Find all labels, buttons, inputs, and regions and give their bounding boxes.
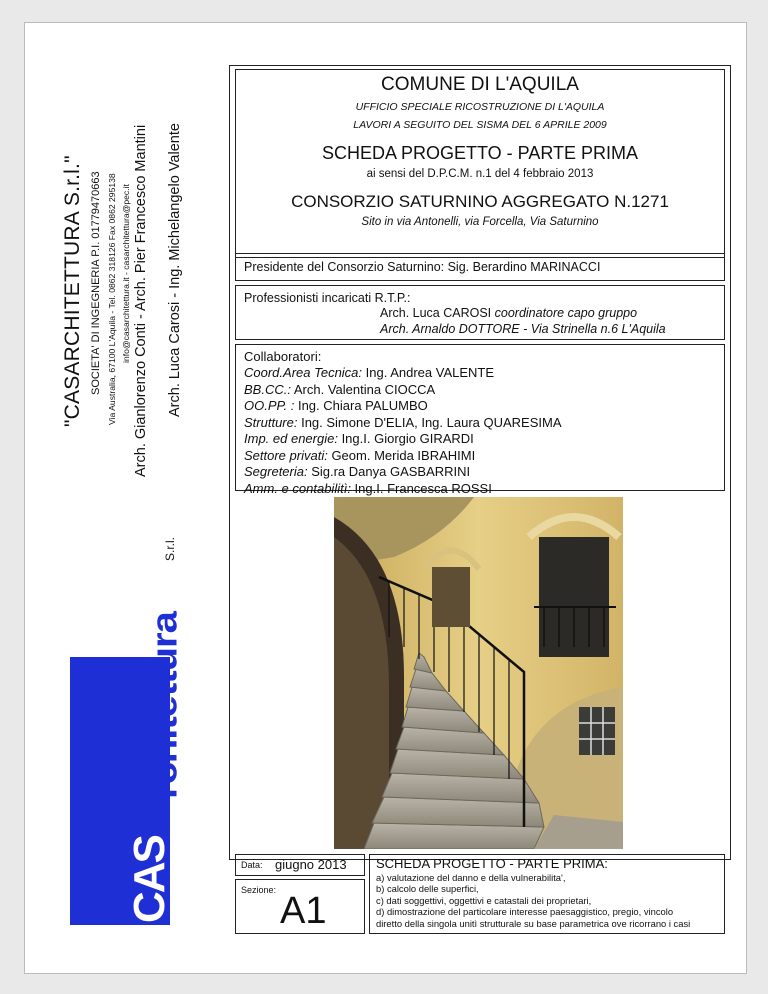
collaboratore-row xyxy=(244,415,562,432)
header-consorzio: CONSORZIO SATURNINO AGGREGATO N.1271 xyxy=(291,192,669,211)
collaboratore-role: Settore privati: xyxy=(244,447,328,463)
collaboratore-role: Strutture: xyxy=(244,414,298,430)
company-email: info@casarchitettura.it - casarchitettura@pec.it xyxy=(121,184,131,363)
collaboratore-role: Imp. ed energie: xyxy=(244,431,338,446)
document-page xyxy=(24,22,747,974)
collaboratori-list xyxy=(244,365,562,497)
collaboratore-role: Segreteria: xyxy=(244,464,308,479)
collaboratori-heading: Collaboratori: xyxy=(244,349,322,364)
collaboratore-name: Ing.I. Giorgio GIRARDI xyxy=(337,431,474,446)
collaboratore-role: BB.CC.: xyxy=(244,381,291,397)
collaboratore-row xyxy=(244,448,562,465)
collaboratore-name: Ing. Chiara PALUMBO xyxy=(294,398,428,413)
collaboratore-role: Amm. e contabilitì: xyxy=(244,480,351,496)
data-box xyxy=(235,854,365,876)
collaboratore-name: Ing.I. Francesca ROSSI xyxy=(350,480,492,496)
presidente-text: Presidente del Consorzio Saturnino: Sig. Berardino MARINACCI xyxy=(244,260,601,274)
header-scheda: SCHEDA PROGETTO - PARTE PRIMA xyxy=(321,143,639,163)
header-comune: COMUNE DI L'AQUILA xyxy=(381,74,579,95)
header-ufficio: UFFICIO SPECIALE RICOSTRUZIONE DI L'AQUILA xyxy=(355,101,605,113)
collaboratori-box xyxy=(235,344,725,496)
professionisti-p1-role: coordinatore capo gruppo xyxy=(494,306,638,320)
collaboratore-name: Sig.ra Danya GASBARRINI xyxy=(307,464,471,479)
data-label: Data: xyxy=(241,860,263,870)
presidente-box xyxy=(235,253,725,281)
summary-list xyxy=(376,872,690,929)
summary-line: b) calcolo delle superfici, xyxy=(376,883,479,895)
sezione-label: Sezione: xyxy=(241,885,277,895)
summary-line: diretto della singola unitì strutturale su base parametrica ove ricorrano i casi xyxy=(376,917,691,929)
header-lavori: LAVORI A SEGUITO DEL SISMA DEL 6 APRILE 2009 xyxy=(353,119,607,131)
summary-line: d) dimostrazione del particolare interesse paesaggistico, pregio, vincolo xyxy=(376,906,674,918)
header-box xyxy=(235,69,725,258)
collaboratore-row xyxy=(244,365,562,382)
collaboratore-name: Ing. Andrea VALENTE xyxy=(362,365,495,380)
company-architects-1: Arch. Gianlorenzo Conti - Arch. Pier Francesco Mantini xyxy=(133,124,149,477)
collaboratore-row xyxy=(244,464,562,481)
summary-title: SCHEDA PROGETTO - PARTE PRIMA: xyxy=(376,856,608,871)
company-name: "CASARCHITETTURA S.r.l." xyxy=(61,155,84,427)
collaboratore-row xyxy=(244,398,562,415)
collaboratore-name: Arch. Valentina CIOCCA xyxy=(290,381,436,397)
company-address: Via Australia, 67100 L'Aquila - Tel. 0862 318126 Fax 0862 295138 xyxy=(107,173,117,425)
company-logo xyxy=(69,567,185,927)
collaboratore-row xyxy=(244,431,562,448)
collaboratore-role: OO.PP. : xyxy=(244,398,295,413)
photo-graphic xyxy=(334,497,623,849)
logo-text-top: rchitettura xyxy=(145,612,185,799)
summary-line: c) dati soggettivi, oggettivi e catastali dei proprietari, xyxy=(376,894,592,906)
company-architects-2: Arch. Luca Carosi - Ing. Michelangelo Valente xyxy=(167,123,183,417)
summary-box xyxy=(369,854,725,934)
collaboratore-row xyxy=(244,382,562,399)
professionisti-p2: Arch. Arnaldo DOTTORE - Via Strinella n.6 L'Aquila xyxy=(380,322,666,336)
professionisti-p1 xyxy=(380,306,637,320)
sezione-value: A1 xyxy=(280,890,327,932)
header-sensi: ai sensi del D.P.C.M. n.1 del 4 febbraio 2013 xyxy=(366,168,594,180)
professionisti-heading: Professionisti incaricati R.T.P.: xyxy=(244,291,411,305)
collaboratore-name: Ing. Simone D'ELIA, Ing. Laura QUARESIMA xyxy=(297,414,562,430)
courtyard-photo xyxy=(334,497,623,849)
summary-line: a) valutazione del danno e della vulnerabilita', xyxy=(376,872,566,883)
collaboratore-name: Geom. Merida IBRAHIMI xyxy=(327,447,476,463)
sezione-box xyxy=(235,879,365,934)
company-societa: SOCIETA' DI INGEGNERIA P.I. 01779470663 xyxy=(90,171,102,395)
professionisti-p1-name: Arch. Luca CAROSI xyxy=(380,306,495,320)
collaboratore-role: Coord.Area Tecnica: xyxy=(244,365,363,380)
header-sito: Sito in via Antonelli, via Forcella, Via Saturnino xyxy=(361,216,599,228)
collaboratore-row xyxy=(244,481,562,498)
logo-text-bottom: CAS xyxy=(125,836,174,923)
professionisti-box xyxy=(235,285,725,340)
data-value: giugno 2013 xyxy=(275,857,347,872)
company-srl: S.r.l. xyxy=(163,536,177,561)
